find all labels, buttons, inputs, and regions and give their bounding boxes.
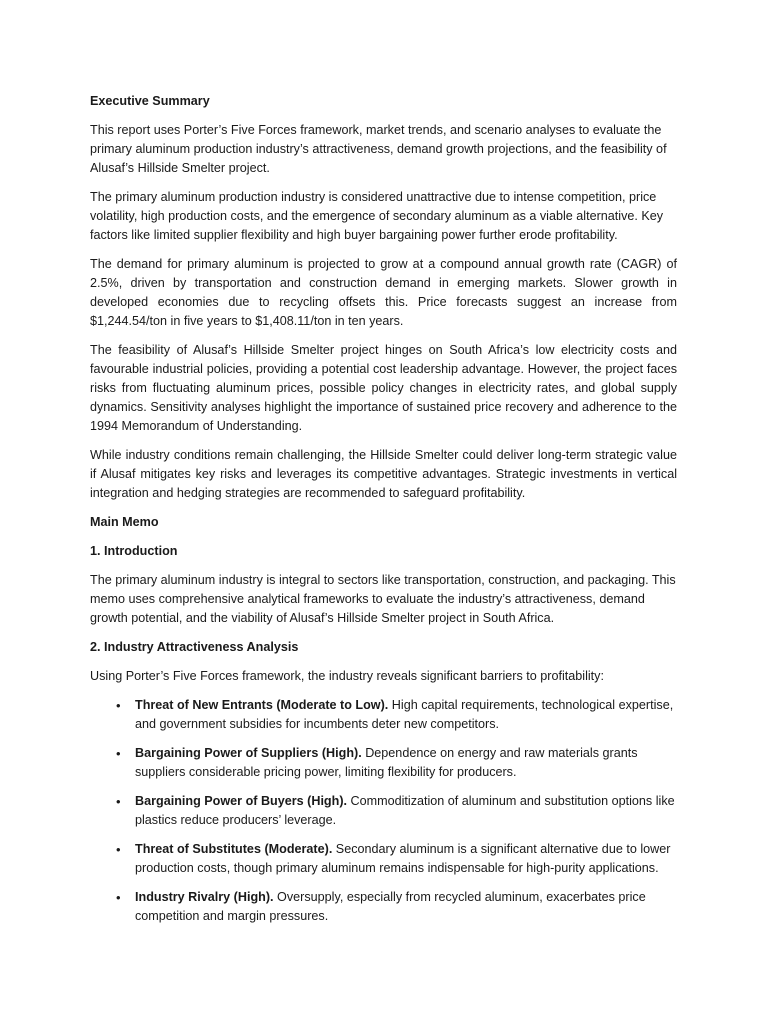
summary-paragraph-2: The primary aluminum production industry is considered unattractive due to intense competition, price volatility, high production costs, and the emergence of secondary aluminum as a viable alternative. Key factors like limited supplier flexibility and high buyer bargaining power further erode profitability. [90, 190, 664, 242]
executive-summary-heading: Executive Summary [90, 94, 210, 108]
bullet-text: High capital requirements, technological expertise, and government subsidies for incumbents deter new competitors. [135, 698, 674, 731]
bullet-text: Dependence on energy and raw materials grants suppliers considerable pricing power, limiting flexibility for producers. [135, 746, 638, 779]
bullet-icon: • [116, 794, 121, 809]
introduction-paragraph: The primary aluminum industry is integral to sectors like transportation, construction, and packaging. This memo uses comprehensive analytical frameworks to evaluate the industry’s attractiveness, demand growth potential, and the viability of Alusaf’s Hillside Smelter project in South Africa. [90, 573, 676, 625]
industry-analysis-intro: Using Porter’s Five Forces framework, the industry reveals significant barriers to profitability: [90, 669, 604, 683]
summary-paragraph-5: While industry conditions remain challenging, the Hillside Smelter could deliver long-term strategic value if Alusaf mitigates key risks and leverages its competitive advantages. Strategic investments in vertical integration and hedging strategies are recommended to safeguard profitability. [90, 448, 677, 500]
bullet-icon: • [116, 842, 121, 857]
bullet-icon: • [116, 746, 121, 761]
list-item [90, 792, 677, 830]
bullet-label: Threat of Substitutes (Moderate). [135, 842, 333, 856]
summary-paragraph-1: This report uses Porter’s Five Forces framework, market trends, and scenario analyses to evaluate the primary aluminum production industry’s attractiveness, demand growth projections, and the feasibility of Alusaf’s Hillside Smelter project. [90, 123, 667, 175]
bullet-icon: • [116, 698, 121, 713]
list-item [90, 744, 677, 782]
summary-paragraph-3: The demand for primary aluminum is projected to grow at a compound annual growth rate (CAGR) of 2.5%, driven by transportation and construction demand in emerging markets. Slower growth in developed economies due to recycling offsets this. Price forecasts suggest an increase from $1,244.54/ton in five years to $1,408.11/ton in ten years. [90, 257, 677, 328]
bullet-label: Bargaining Power of Buyers (High). [135, 794, 348, 808]
industry-analysis-heading: 2. Industry Attractiveness Analysis [90, 640, 299, 654]
bullet-icon: • [116, 890, 121, 905]
main-memo-heading: Main Memo [90, 515, 159, 529]
bullet-label: Industry Rivalry (High). [135, 890, 274, 904]
bullet-label: Threat of New Entrants (Moderate to Low). [135, 698, 389, 712]
introduction-heading: 1. Introduction [90, 544, 178, 558]
bullet-text: Commoditization of aluminum and substitution options like plastics reduce producers’ leverage. [135, 794, 675, 827]
document-page [90, 92, 677, 936]
list-item [90, 840, 677, 878]
list-item [90, 696, 677, 734]
list-item [90, 888, 677, 926]
five-forces-list [90, 696, 677, 926]
bullet-text: Secondary aluminum is a significant alternative due to lower production costs, though primary aluminum remains indispensable for high-purity applications. [135, 842, 671, 875]
summary-paragraph-4: The feasibility of Alusaf’s Hillside Smelter project hinges on South Africa’s low electricity costs and favourable industrial policies, providing a potential cost leadership advantage. However, the project faces risks from fluctuating aluminum prices, possible policy changes in electricity rates, and global supply dynamics. Sensitivity analyses highlight the importance of sustained price recovery and adherence to the 1994 Memorandum of Understanding. [90, 343, 677, 433]
bullet-text: Oversupply, especially from recycled aluminum, exacerbates price competition and margin pressures. [135, 890, 646, 923]
bullet-label: Bargaining Power of Suppliers (High). [135, 746, 362, 760]
